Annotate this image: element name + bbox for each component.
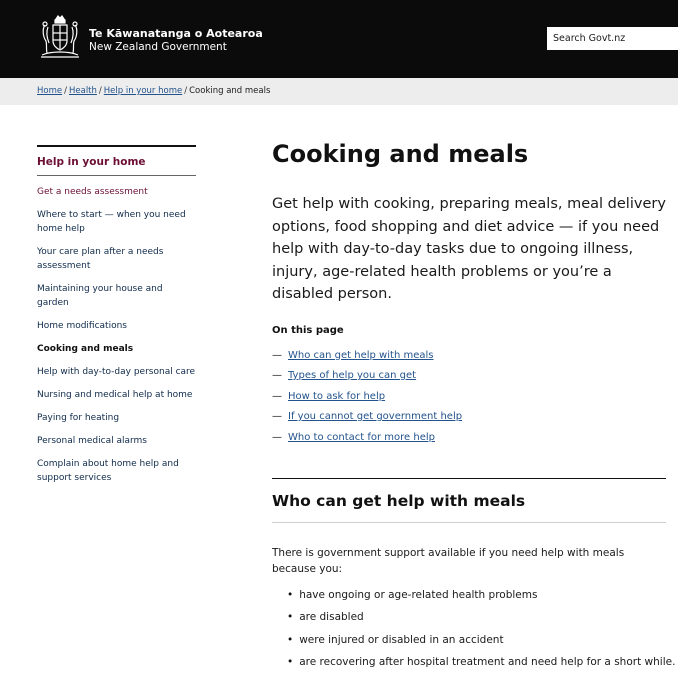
main-content	[272, 137, 676, 677]
sidenav-item-where-to-start[interactable]: Where to start — when you need home help	[37, 210, 186, 234]
dash-marker: —	[272, 431, 282, 443]
sidenav-divider	[37, 175, 196, 176]
list-item	[272, 390, 666, 404]
dash-marker: —	[272, 411, 282, 422]
search-input[interactable]	[547, 27, 678, 50]
list-item	[272, 349, 666, 363]
breadcrumb-current: Cooking and meals	[189, 86, 271, 96]
list-item	[272, 431, 666, 445]
section-heading-underline	[272, 522, 666, 523]
sidenav-title[interactable]: Help in your home	[37, 156, 146, 168]
breadcrumb-bar	[0, 78, 678, 105]
site-header	[0, 0, 678, 78]
list-item: • are recovering after hospital treatment and need help for a short while.	[287, 654, 666, 670]
dash-marker: —	[272, 349, 282, 361]
on-this-page-link[interactable]: How to ask for help	[288, 390, 386, 402]
sidenav-item-your-care-plan[interactable]: Your care plan after a needs assessment	[37, 247, 164, 271]
list-item: • are disabled	[287, 609, 666, 625]
sidenav-item-personal-care[interactable]: Help with day-to-day personal care	[37, 367, 196, 377]
on-this-page-list	[272, 349, 666, 445]
breadcrumb-health-link[interactable]: Health	[68, 86, 97, 96]
sidenav-item-personal-medical-alarms[interactable]: Personal medical alarms	[37, 436, 147, 446]
list-item	[272, 369, 666, 383]
breadcrumb-separator: /	[64, 86, 67, 96]
breadcrumb-separator: /	[184, 86, 188, 96]
breadcrumb-separator: /	[98, 86, 102, 96]
eligibility-list	[272, 587, 676, 671]
page-title: Cooking and meals	[272, 140, 529, 168]
breadcrumb-help-in-your-home-link[interactable]: Help in your home	[103, 86, 183, 96]
dash-marker: —	[272, 370, 282, 381]
list-item	[272, 410, 666, 424]
nz-coat-of-arms-icon[interactable]	[37, 15, 83, 59]
sidenav-item-complain-about-home-help[interactable]: Complain about home help and support services	[37, 459, 179, 483]
sidenav-item-cooking-and-meals[interactable]: Cooking and meals	[37, 344, 134, 354]
on-this-page-link[interactable]: Who to contact for more help	[288, 431, 435, 443]
sidenav-list	[37, 185, 196, 485]
on-this-page-link[interactable]: Types of help you can get	[288, 370, 417, 381]
sidenav-item-paying-for-heating[interactable]: Paying for heating	[37, 413, 120, 423]
on-this-page-heading: On this page	[272, 324, 344, 336]
brand-name[interactable]: Te Kāwanatanga o Aotearoa	[89, 27, 263, 40]
breadcrumb-home-link[interactable]: Home	[37, 86, 63, 96]
sidenav-item-maintaining-house-garden[interactable]: Maintaining your house and garden	[37, 284, 163, 308]
on-this-page-link[interactable]: Who can get help with meals	[288, 349, 434, 361]
brand-subtitle[interactable]: New Zealand Government	[89, 41, 227, 53]
list-item: • have ongoing or age-related health problems	[287, 587, 666, 603]
section-heading: Who can get help with meals	[272, 491, 526, 510]
list-item: • were injured or disabled in an accident	[287, 632, 666, 648]
section-divider	[272, 478, 666, 479]
on-this-page-link[interactable]: If you cannot get government help	[288, 411, 463, 422]
sidenav-item-nursing-medical-help[interactable]: Nursing and medical help at home	[37, 390, 193, 400]
side-navigation	[37, 145, 196, 494]
sidenav-item-home-modifications[interactable]: Home modifications	[37, 321, 127, 331]
dash-marker: —	[272, 390, 282, 402]
sidenav-item-get-a-needs-assessment[interactable]: Get a needs assessment	[37, 187, 148, 197]
breadcrumb	[37, 86, 270, 96]
lead-paragraph: Get help with cooking, preparing meals, meal delivery options, food shopping and diet advice — if you need help with day-to-day tasks due to ongoing illness, injury, age-related health problems or you’re a disabled person.	[272, 196, 666, 302]
section-intro: There is government support available if you need help with meals because you:	[272, 546, 625, 575]
